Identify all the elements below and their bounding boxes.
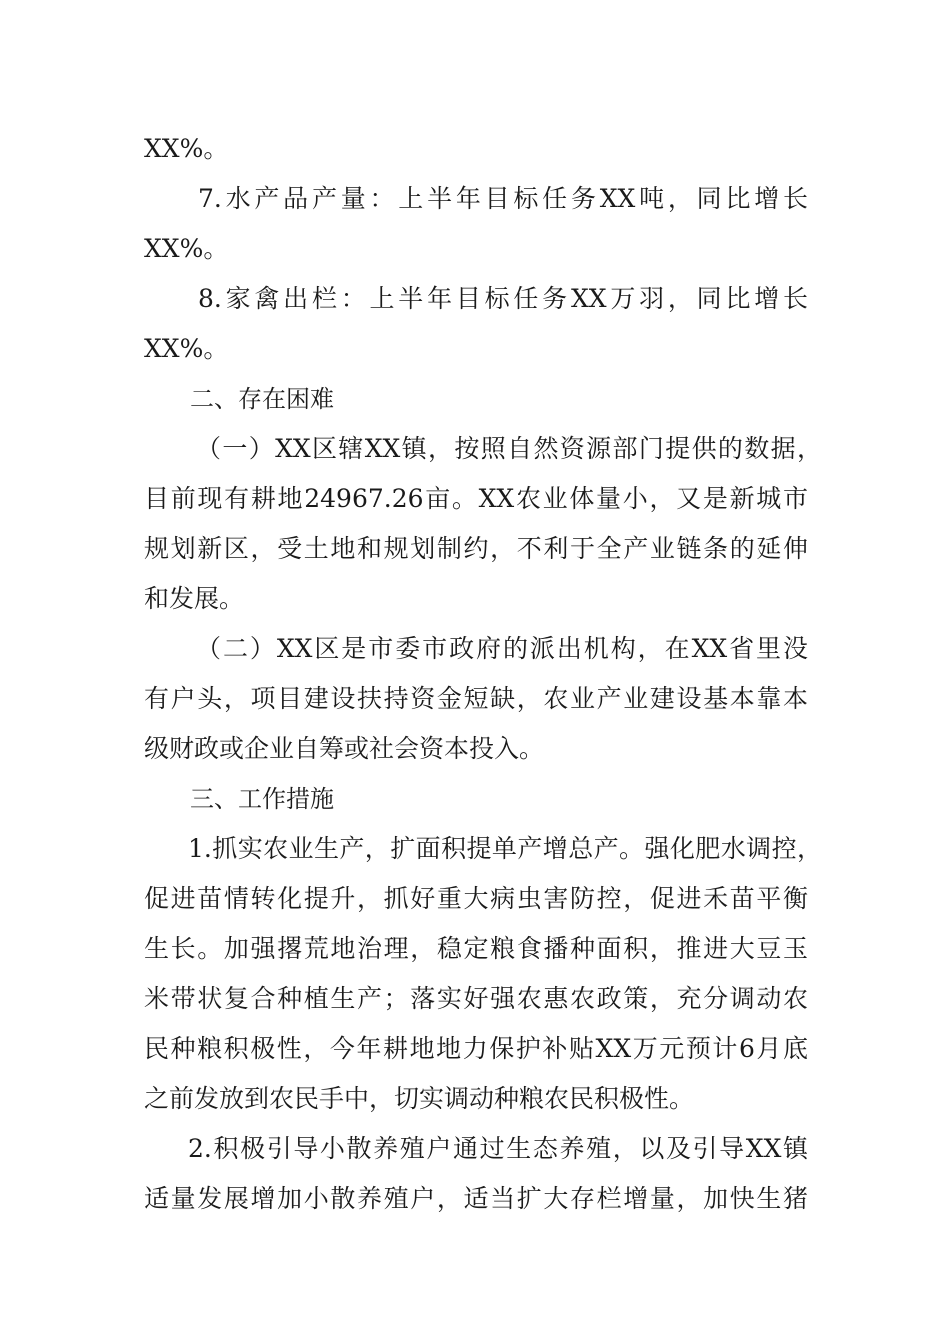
- text-line: 规划新区，受土地和规划制约，不利于全产业链条的延伸: [144, 534, 808, 563]
- text-line: 有户头，项目建设扶持资金短缺，农业产业建设基本靠本: [144, 684, 808, 713]
- text-line: XX%。: [144, 334, 229, 363]
- text-line: 米带状复合种植生产；落实好强农惠农政策，充分调动农: [144, 984, 808, 1013]
- text-line: 之前发放到农民手中，切实调动种粮农民积极性。: [144, 1084, 695, 1113]
- text-line: 级财政或企业自筹或社会资本投入。: [144, 734, 545, 763]
- text-line: 生长。加强撂荒地治理，稳定粮食播种面积，推进大豆玉: [144, 934, 808, 963]
- text-line: 7.水产品产量：上半年目标任务XX吨，同比增长: [198, 184, 808, 213]
- section-heading: 二、存在困难: [190, 385, 334, 413]
- text-line: 8.家禽出栏：上半年目标任务XX万羽，同比增长: [198, 284, 808, 313]
- text-line: （一）XX区辖XX镇，按照自然资源部门提供的数据，: [196, 434, 822, 463]
- text-line: 民种粮积极性，今年耕地地力保护补贴XX万元预计6月底: [144, 1034, 808, 1063]
- text-line: 促进苗情转化提升，抓好重大病虫害防控，促进禾苗平衡: [144, 884, 808, 913]
- text-line: 和发展。: [144, 584, 245, 613]
- text-line: 2.积极引导小散养殖户通过生态养殖，以及引导XX镇: [188, 1134, 808, 1163]
- text-line: 适量发展增加小散养殖户，适当扩大存栏增量，加快生猪: [144, 1184, 808, 1213]
- text-line: 1.抓实农业生产，扩面积提单产增总产。强化肥水调控，: [188, 834, 822, 863]
- text-line: 目前现有耕地24967.26亩。XX农业体量小，又是新城市: [144, 484, 808, 513]
- text-line: XX%。: [144, 234, 229, 263]
- text-line: XX%。: [144, 134, 229, 163]
- section-heading: 三、工作措施: [190, 785, 334, 813]
- text-line: （二）XX区是市委市政府的派出机构，在XX省里没: [196, 634, 808, 663]
